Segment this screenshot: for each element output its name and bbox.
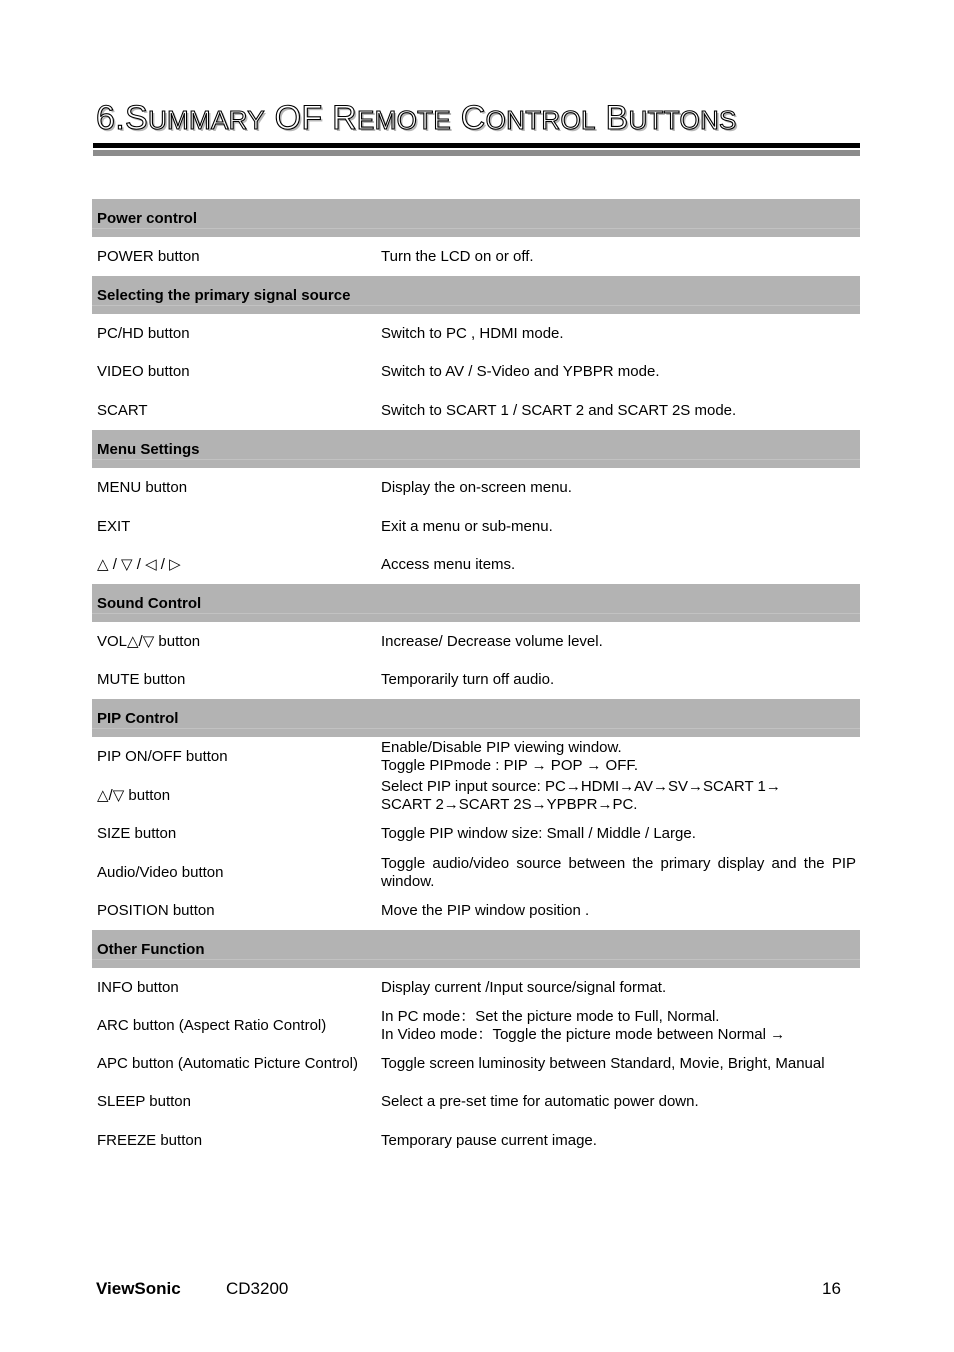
button-name: PIP ON/OFF button (97, 747, 228, 765)
button-name: APC button (Automatic Picture Control) (97, 1055, 358, 1072)
table-row (92, 622, 860, 661)
section-title: Power control (97, 209, 198, 227)
section-header (92, 276, 860, 314)
description-line: Switch to PC , HDMI mode. (381, 324, 564, 342)
description-line: Switch to AV / S-Video and YPBPR mode. (381, 363, 660, 380)
footer-brand: ViewSonic (96, 1279, 181, 1298)
description-line: Toggle audio/video source between the primary display and the PIP window. (381, 854, 856, 890)
description-line: SCART 2→SCART 2S→YPBPR→PC. (381, 795, 638, 813)
table-row (92, 507, 860, 546)
button-name: PC/HD button (97, 324, 190, 342)
button-name: SCART (97, 401, 148, 419)
button-description (381, 633, 860, 651)
button-name: ARC button (Aspect Ratio Control) (97, 1017, 327, 1034)
table-row (92, 815, 860, 853)
title-rule (93, 143, 860, 148)
table-row (92, 546, 860, 584)
section-title: Other Function (97, 940, 205, 958)
section-header (92, 584, 860, 622)
button-name: EXIT (97, 517, 131, 535)
description-line: Switch to SCART 1 / SCART 2 and SCART 2S mode. (381, 401, 737, 419)
section-title: PIP Control (97, 709, 179, 727)
button-name: SIZE button (97, 825, 177, 842)
description-line: Select a pre-set time for automatic power down. (381, 1093, 699, 1110)
button-name: △/▽ button (97, 786, 171, 804)
table-row (92, 314, 860, 353)
title-rule-shadow (93, 150, 860, 156)
button-description (381, 1055, 860, 1073)
button-description (381, 402, 860, 420)
remote-buttons-table (92, 199, 860, 1160)
description-line: Turn the LCD on or off. (381, 247, 534, 265)
button-name: MENU button (97, 478, 188, 496)
table-row (92, 1083, 860, 1121)
button-description (381, 739, 860, 775)
button-description (381, 363, 860, 381)
table-row (92, 892, 860, 930)
table-row (92, 1045, 860, 1083)
button-description (381, 979, 860, 997)
button-description (381, 1132, 860, 1150)
table-row (92, 1121, 860, 1160)
description-line: Toggle screen luminosity between Standard, Movie, Bright, Manual (381, 1055, 825, 1072)
button-description (381, 1008, 860, 1044)
table-row (92, 468, 860, 507)
button-name: MUTE button (97, 671, 186, 688)
section-header (92, 699, 860, 737)
table-row (92, 968, 860, 1007)
button-description (381, 671, 860, 689)
section-title: Menu Settings (97, 440, 200, 458)
button-name: VOL△/▽ button (97, 632, 201, 650)
description-line: Toggle PIPmode : PIP → POP → OFF. (381, 756, 639, 774)
button-description (381, 855, 860, 891)
table-row (92, 776, 860, 815)
description-line: In Video mode：Toggle the picture mode between Normal → (381, 1026, 786, 1043)
section-title: Sound Control (97, 594, 202, 612)
button-description (381, 825, 860, 843)
section-header (92, 430, 860, 468)
table-row (92, 391, 860, 430)
button-name: INFO button (97, 978, 179, 996)
button-description (381, 325, 860, 343)
description-line: Toggle PIP window size: Small / Middle / Large. (381, 825, 696, 842)
description-line: Exit a menu or sub-menu. (381, 517, 553, 535)
table-row (92, 737, 860, 776)
section-header (92, 199, 860, 237)
button-name: VIDEO button (97, 363, 190, 380)
table-row (92, 853, 860, 892)
button-description (381, 518, 860, 536)
button-description (381, 1093, 860, 1111)
button-description (381, 902, 860, 920)
footer-model: CD3200 (226, 1279, 289, 1298)
button-description (381, 556, 860, 574)
table-row (92, 1007, 860, 1045)
page-number: 16 (822, 1279, 841, 1298)
section-header (92, 930, 860, 968)
description-line: Increase/ Decrease volume level. (381, 632, 603, 650)
description-line: Temporarily turn off audio. (381, 671, 555, 688)
button-description (381, 778, 860, 814)
button-name: SLEEP button (97, 1093, 191, 1110)
button-name: △ / ▽ / ◁ / ▷ (97, 556, 181, 573)
table-row (92, 661, 860, 699)
table-row (92, 353, 860, 391)
button-description (381, 479, 860, 497)
description-line: Display the on-screen menu. (381, 478, 572, 496)
button-name: Audio/Video button (97, 863, 224, 881)
section-title: Selecting the primary signal source (97, 286, 351, 304)
button-name: FREEZE button (97, 1131, 203, 1149)
description-line: Display current /Input source/signal format. (381, 978, 667, 996)
description-line: Access menu items. (381, 556, 516, 573)
button-description (381, 248, 860, 266)
page-title: 6.SUMMARY OF REMOTE CONTROL BUTTONS (96, 99, 737, 137)
button-name: POSITION button (97, 902, 215, 919)
description-line: Enable/Disable PIP viewing window. (381, 738, 622, 756)
description-line: Move the PIP window position . (381, 902, 590, 919)
table-row (92, 237, 860, 276)
description-line: Select PIP input source: PC→HDMI→AV→SV→SCART 1→ (381, 777, 781, 795)
button-name: POWER button (97, 247, 200, 265)
description-line: In PC mode：Set the picture mode to Full, Normal. (381, 1008, 720, 1025)
description-line: Temporary pause current image. (381, 1131, 597, 1149)
